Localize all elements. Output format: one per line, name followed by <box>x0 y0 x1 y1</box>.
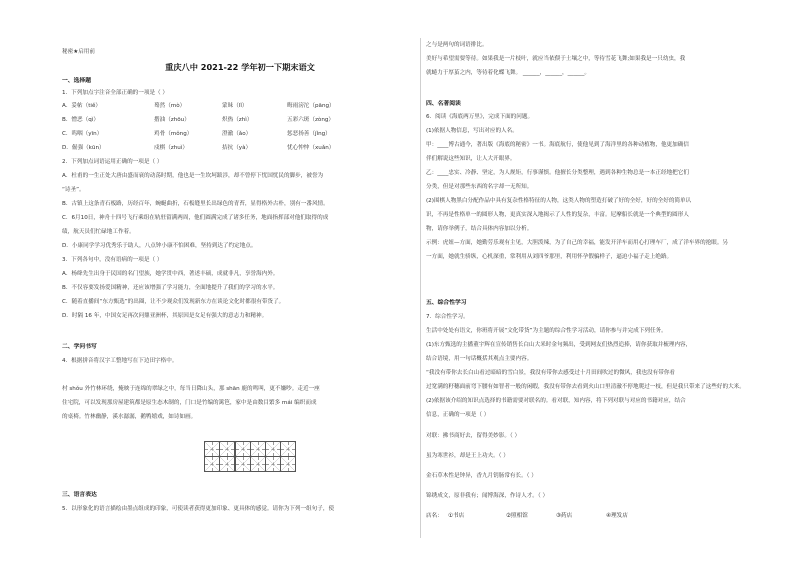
q1-option-row <box>62 144 418 152</box>
q1-option: 蒙昧（lǐ） <box>222 103 248 109</box>
continued-line: 之与是两句的词语排比。 <box>426 42 488 48</box>
tianzige-cell[interactable] <box>250 456 266 472</box>
question-4: 4．根据拼音将汉字工整地写在下边田字格中。 <box>62 358 178 364</box>
q1-option: B．憎恶（qì） <box>62 117 99 123</box>
question-3: 3．下列各句中，没有语病的一项是（ ） <box>62 257 163 263</box>
q1-option: A．妥帖（tiě） <box>62 103 101 109</box>
book-options <box>426 512 776 520</box>
section-heading: 四、名著阅读 <box>426 101 461 107</box>
q7-line: 生活中处处有语文，你班将开展“文化带货”为主题的综合性学习活动，请你参与并完成下列任务。 <box>426 328 667 334</box>
q6-line: 伴们解说这些知识，让人大开眼界。 <box>426 156 516 162</box>
q4-line: 住宅院，可以发现那房屋建筑都是原生态木制的，门口是竹编的篱笆，家中是由数目繁多 mái 编织而成 <box>62 400 317 406</box>
q6-line: 物，请你举例子，结合具体内容加以分析。 <box>426 226 533 232</box>
column-divider <box>420 38 421 538</box>
couplet-line: 虽为寒世衫，却是王上功夫。（ ） <box>426 453 509 459</box>
tianzige-cell[interactable] <box>235 441 251 457</box>
q7-line: (1)东方甄选的主播董宇辉在宣传销售长白山大米时金句频出，受到网友们热烈追捧，请你获取并梳理内容， <box>426 342 692 348</box>
q2-line: C．6月10日，神舟十四号飞行乘组在轨驻留满两周，他们圆满完成了诸多任务，地面指挥部对他们取得的成 <box>62 215 329 221</box>
q6-line: 一方面，她就生骄纵，心机深重，常利用从刘四爷那里，利用怀孕假骗样子，逼迫小福子走上绝路。 <box>426 254 673 260</box>
book-option: ①书店 <box>448 513 465 519</box>
q4-line: 村 shǒu 外竹林环绕，掩映于连绵的翠绿之中，每当日降山头，那 shān 鹿的鸣叫，更不嫌吵。走近一座 <box>62 386 320 392</box>
q1-option: 蓦然（mò） <box>154 103 186 109</box>
tianzige-cell[interactable] <box>204 456 220 472</box>
tianzige-grid[interactable] <box>205 441 296 472</box>
q2-line: A．杜甫的一生正处大唐由盛而衰的动荡时期，他也是一生坎坷跋涉，却不曾停下忧国忧民的脚步，被誉为 <box>62 173 324 179</box>
book-option: ②照相馆 <box>506 513 528 519</box>
tianzige-cell[interactable] <box>280 456 296 472</box>
question-1: 1．下列加点字注音全部正确的一项是（ ） <box>62 90 169 96</box>
tianzige-cell[interactable] <box>235 456 251 472</box>
q6-line: 甲：____博古通今，著出版《海底的秘密》一书。海底航行，使他见到了海洋里的各种动植物，他更加确信 <box>426 142 689 148</box>
book-options-label: 店名： <box>426 513 443 519</box>
couplet-line: 锦绣成文，原非我有；闻博海深，作诗人才。（ ） <box>426 493 549 499</box>
q1-option: 惩恶扬善（jǐng） <box>287 131 331 137</box>
left-column <box>62 0 418 562</box>
section-heading: 五、综合性学习 <box>426 300 467 306</box>
tianzige-cell[interactable] <box>265 456 281 472</box>
continued-line: 美好与希望需要等待。如果我是一片枝叶，就应当依偎于土壤之中，等待雪花飞舞;如果我是一只幼虫，我 <box>426 56 686 62</box>
right-column <box>426 0 776 562</box>
q3-line: A．杨绛先生出身于民国的名门望族，她学贯中西，著述丰硕，成就非凡，享誉海内外。 <box>62 271 279 277</box>
tianzige-cell[interactable] <box>204 441 220 457</box>
q1-option-row <box>62 130 418 138</box>
q2-line: D．小康同学学习优秀乐于助人，八点钟小康不怕困难，坚持到达了约定地点。 <box>62 243 257 249</box>
q1-option: 澄澈（ǎo） <box>222 131 252 137</box>
tianzige-cell[interactable] <box>265 441 281 457</box>
question-2: 2．下列加点词语运用正确的一项是（ ） <box>62 159 163 165</box>
q7-line: 过宽满的籽穗面前弯下腰有如智者一般的闲暇，我没有带你去看到火山口里清澈不停地爬过一枝，但是我只带来了这些好的大米。 <box>426 384 745 390</box>
couplet-line: 金石草木性是钟异，香九月钥肠常有长。（ ） <box>426 473 537 479</box>
section-heading: 二、学问书写 <box>62 344 97 350</box>
secret-label: 秘密★启用前 <box>62 49 95 55</box>
q1-option: 拮抗（yà） <box>222 145 252 151</box>
q1-option: 鸡骨（mǒng） <box>154 131 193 137</box>
q1-option: C．呜咽（yīn） <box>62 131 103 137</box>
tianzige-cell[interactable] <box>219 456 235 472</box>
section-heading: 三、语言表达 <box>62 492 97 498</box>
question-6: 6．阅读《海底两万里》，完成下面的问题。 <box>426 114 534 120</box>
couplet-line: 对联：拂书商好去，留得美妙影。（ ） <box>426 433 521 439</box>
question-7: 7．综合性学习。 <box>426 314 469 320</box>
q3-line: D．时隔 16 年，中国女足再次问鼎亚洲杯，其原因是女足有强大的意志力和精神。 <box>62 313 268 319</box>
q3-line: C．随着直播间“东方甄选”的出圈，让不少观众们发现新东方在谈论文化时都很有带货了。 <box>62 299 285 305</box>
q6-line: 分类，但是对那些东西的名字却一无所知。 <box>426 184 533 190</box>
section-heading: 一、选择题 <box>62 78 91 84</box>
page-title: 重庆八中 2021-22 学年初一下期末语文 <box>165 62 315 72</box>
q2-line: B．古镇上这条青石板路，历经百年，蜿蜒曲折，石板缝里长出绿色的青苔，显得格外古朴，别有一番风情。 <box>62 201 329 207</box>
q7-line: (2)依据该介绍的知识点选择的书籍需要对联名的。看对联，知内容，将下列对联与对应的书籍对应，结合 <box>426 398 686 404</box>
q3-line: B．不仅容要发扬爱国精神，还应该增强了学习能力，全面地提升了我们的学习的水平。 <box>62 285 279 291</box>
q1-option: 五彩六斑（zòng） <box>287 117 335 123</box>
q7-line: 信息，正确的一项是（ ） <box>426 412 490 418</box>
q2-line: “诗圣”。 <box>62 187 85 193</box>
q7-line: 结合语境，用一句话概括其观点主要内容。 <box>426 356 533 362</box>
book-option: ④理发店 <box>606 513 628 519</box>
q6-line: 乙：____忠实、冷静、坚定，为人规矩，行事谨慎。他擅长分类整理，遇到各种生物总是一本正经地把它们 <box>426 170 689 176</box>
continued-line: 就蜷力于厚茧之内，等待着化蝶飞舞。 ______，______，______。 <box>426 70 590 76</box>
tianzige-cell[interactable] <box>219 441 235 457</box>
q1-option: 晦雨滂沱（pāng） <box>287 103 335 109</box>
q1-option: 忧心忡忡（xuǎn） <box>287 145 335 151</box>
q1-option: 戍棋（zhuì） <box>154 145 188 151</box>
q6-subquestion: (1)依据人物信息，写出对应的人名。 <box>426 128 518 134</box>
q6-line: 示例：虎妞—方面，她勤劳乐观有主见，大胆泼辣，为了自己的幸福，能发开洋车而用心打理车厂，成了洋车界的抢眼。另 <box>426 240 729 246</box>
q6-line: 识，不再是性格单一的圆形人物，更真实深入地揭示了人性的复杂，丰富。尼摩船长就是一个典型的圆形人 <box>426 212 689 218</box>
tianzige-cell[interactable] <box>280 441 296 457</box>
q7-line: “我没有带你去长白山看过暗暗的雪白景，我没有带你去感受过十月田间吹过的微风，我也没有带你看 <box>426 370 676 376</box>
q6-line: (2)围棋人物黑白分配作品中具有复杂性格特征的人物，这类人物的塑造打破了好的全好，好的全好的简单认 <box>426 198 692 204</box>
q1-option: 炽热（zhì） <box>222 117 253 123</box>
q1-option: D．倔强（kūn） <box>62 145 105 151</box>
book-option: ③药店 <box>556 513 573 519</box>
q1-option: 揩油（zhōu） <box>154 117 190 123</box>
tianzige-cell[interactable] <box>250 441 266 457</box>
question-5: 5．以形象化的语言描绘由墨点组成的印象，可使读者获得更加印象、更具体的感觉。请你为下列一组句子，使 <box>62 506 335 512</box>
q1-option-row <box>62 116 418 124</box>
q1-option-row <box>62 102 418 110</box>
q4-line: 的桌椅。竹林幽静，溪水潺潺，鹅鸭嬉戏，如诗如画。 <box>62 414 197 420</box>
q2-line: 绩，航天员们忙碌地工作着。 <box>62 229 135 235</box>
